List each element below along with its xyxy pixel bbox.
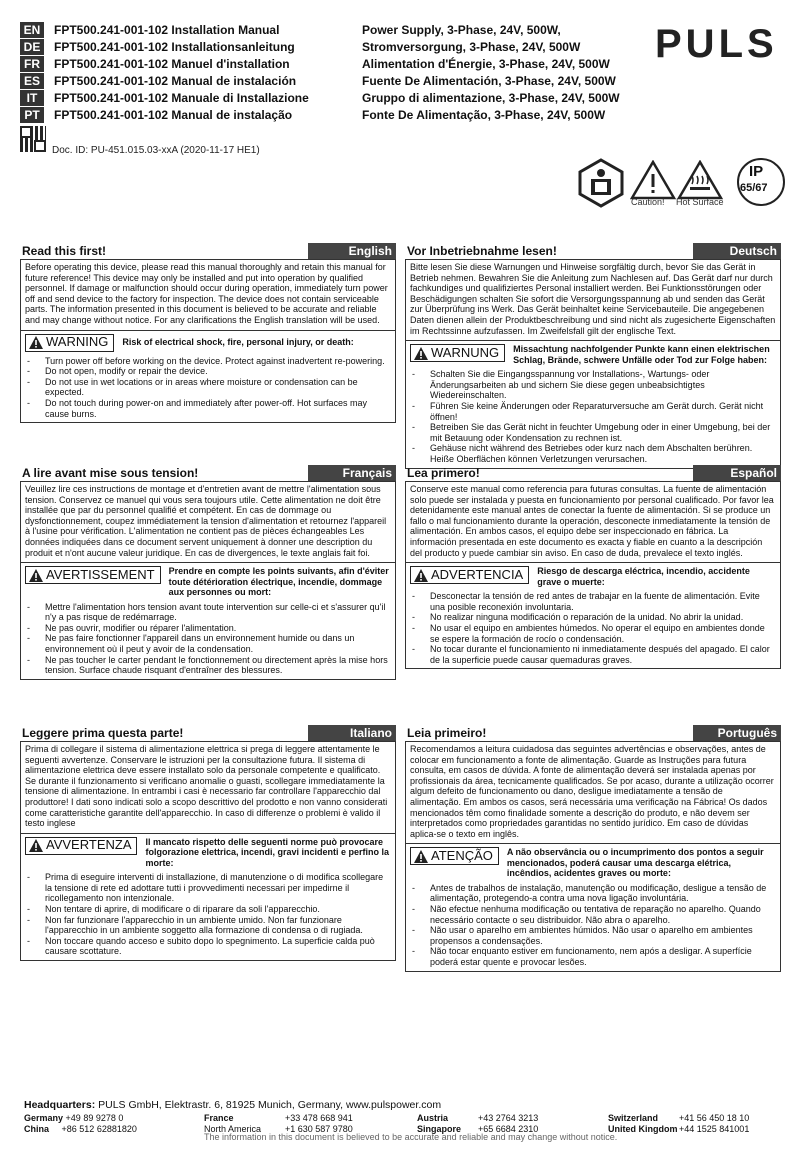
warning-triangle-icon bbox=[414, 850, 428, 863]
list-item: - Ne pas toucher le carter pendant le fonctionnement ou directement après la mise hors tension. Surface chaude risquant d'entraîner des blessures. bbox=[25, 655, 391, 676]
contact-france: France bbox=[204, 1113, 234, 1123]
list-item: - Antes de trabalhos de instalação, manutenção ou modificação, desligue a tensão de alimentação, protegendo-a contra uma nova ligação involuntária. bbox=[410, 883, 776, 904]
qr-code-icon bbox=[20, 126, 46, 152]
warning-badge: AVERTISSEMENT bbox=[25, 566, 161, 584]
section-intro: Bitte lesen Sie diese Warnungen und Hinweise sorgfältig durch, bevor Sie das Gerät in Betrieb nehmen. Bewahren Sie die Anleitung zum Nachlesen auf. Das Gerät darf nur durch fachkundiges und qualifiziertes Personal installiert werden. Bei Funktionsstörungen oder Beschädigungen schalten Sie sofort die Versorgungsspannung ab und senden das Gerät zur Überprüfung ins Werk. Das Gerät beinhaltet keine Servicebauteile. Die angegebenen Daten dienen allein der Produktbeschreibung und sind nicht als zugesicherte Eigenschaften im Rechtssinne aufzufassen. Im Zweifelsfall gilt der englische Text. bbox=[406, 260, 780, 341]
product-subtitle: Power Supply, 3-Phase, 24V, 500W, bbox=[362, 22, 561, 37]
list-item: - Do not touch during power-on and immediately after power-off. Hot surfaces may cause burns. bbox=[25, 398, 391, 419]
contact-north-america-phone: +1 630 587 9780 bbox=[285, 1124, 353, 1134]
warning-badge: ADVERTENCIA bbox=[410, 566, 529, 584]
section-language: Français bbox=[308, 465, 396, 481]
puls-logo: PULS bbox=[655, 22, 778, 66]
bullet-list bbox=[406, 591, 780, 665]
section-language: Español bbox=[693, 465, 781, 481]
language-row-de bbox=[20, 38, 581, 55]
list-item: - Gehäuse nicht während des Betriebes oder kurz nach dem Abschalten berühren. Heiße Oberflächen können Verletzungen verursachen. bbox=[410, 443, 776, 464]
section-espanol bbox=[405, 465, 781, 669]
section-title: Leggere prima questa parte! bbox=[22, 725, 184, 740]
warning-triangle-icon bbox=[414, 347, 428, 360]
list-item: - Non tentare di aprire, di modificare o di riparare da soli l'apparecchio. bbox=[25, 904, 391, 915]
list-item: - Betreiben Sie das Gerät nicht in feuchter Umgebung oder in einer Umgebung, bei der mit Betauung oder Kondensation zu rechnen ist. bbox=[410, 422, 776, 443]
section-intro: Conserve este manual como referencia para futuras consultas. La fuente de alimentación solo puede ser instalada y puesta en funcionamiento por personal cualificado. Por favor lea detenidamente este manual antes de conectar la fuente de alimentación. Si se produce un fallo o mal funcionamiento durante la operación, desconecte inmediatamente la tensión de alimentación. En ambos casos, el equipo debe ser inspeccionado en fábrica. La información presentada en este documento es exacta y fiable en cuanto a la descripción del producto y puede cambiar sin aviso. En caso de duda, prevalece el texto inglés. bbox=[406, 482, 780, 563]
hot-surface-icon bbox=[677, 160, 723, 200]
contact-switzerland: Switzerland bbox=[608, 1113, 659, 1123]
warning-triangle-icon bbox=[29, 839, 43, 852]
manual-title: FPT500.241-001-102 Manuale di Installazione bbox=[54, 90, 309, 105]
list-item: - Non toccare quando acceso e subito dopo lo spegnimento. La superficie calda può causare scottature. bbox=[25, 936, 391, 957]
section-language: Italiano bbox=[308, 725, 396, 741]
bullet-list bbox=[21, 602, 395, 676]
language-row-it bbox=[20, 89, 620, 106]
bullet-list bbox=[406, 883, 780, 968]
bullet-list bbox=[21, 356, 395, 420]
section-title: Leia primeiro! bbox=[407, 725, 487, 740]
product-subtitle: Fonte De Alimentação, 3-Phase, 24V, 500W bbox=[362, 107, 606, 122]
list-item: - Führen Sie keine Änderungen oder Reparaturversuche am Gerät durch. Gerät nicht öffnen! bbox=[410, 401, 776, 422]
warning-text: Il mancato rispetto delle seguenti norme può provocare folgorazione elettrica, incendi, gravi incidenti e perfino la morte: bbox=[145, 836, 390, 868]
language-code: DE bbox=[20, 39, 44, 55]
list-item: - No tocar durante el funcionamiento ni inmediatamente después del apagado. El calor de la superficie puede causar quemaduras graves. bbox=[410, 644, 776, 665]
list-item: - Não efectue nenhuma modificação ou tentativa de reparação no aparelho. Quando necessário contacte o seu distribuidor. Não abra o aparelho. bbox=[410, 904, 776, 925]
contact-united-kingdom-phone: +44 1525 841001 bbox=[679, 1124, 750, 1134]
headquarters bbox=[24, 1099, 441, 1111]
section-intro: Recomendamos a leitura cuidadosa das seguintes advertências e observações, antes de colocar em funcionamento a fonte de alimentação. Guarde as Instruções para futura consulta, em casos de dúvida. A fonte de alimentação deverá ser instalada apenas por profissionais da área, tecnicamente qualificados. Se por acaso, durante a utilização ocorrer algum defeito de funcionamento ou dano, desligue imediatamente a tensão de alimentação. Em ambos os casos, será necessária uma verificação na Fábrica! Os dados mencionados têm como finalidade somente a descrição do produto, e não devem ser interpretados como propriedades garantidas no sentido jurídico. Em caso de dúvidas aplica-se o texto em inglês. bbox=[406, 742, 780, 844]
caution-icon bbox=[630, 160, 676, 200]
product-subtitle: Alimentation d'Énergie, 3-Phase, 24V, 500W bbox=[362, 56, 610, 71]
warning-triangle-icon bbox=[29, 336, 43, 349]
warning-triangle-icon bbox=[29, 569, 43, 582]
warning-text: Prendre en compte les points suivants, afin d'éviter toute détérioration électrique, incendie, dommage aux personnes ou mort: bbox=[168, 566, 389, 598]
language-code: EN bbox=[20, 22, 44, 38]
contact-china: China +86 512 62881820 bbox=[24, 1124, 137, 1134]
list-item: - Schalten Sie die Eingangsspannung vor Installations-, Wartungs- oder Änderungsarbeiten ab und sichern Sie diese gegen unbeabsichtigtes Wiedereinschalten. bbox=[410, 369, 776, 401]
section-title: Lea primero! bbox=[407, 465, 480, 480]
list-item: - Desconectar la tensión de red antes de trabajar en la fuente de alimentación. Evite una posible reconexión involuntaria. bbox=[410, 591, 776, 612]
section-english bbox=[20, 243, 396, 423]
warning-badge: ATENÇÃO bbox=[410, 847, 499, 865]
warning-triangle-icon bbox=[414, 569, 428, 582]
read-manual-icon bbox=[576, 158, 626, 208]
language-code: IT bbox=[20, 90, 44, 106]
contact-austria: Austria bbox=[417, 1113, 449, 1123]
contact-singapore: Singapore bbox=[417, 1124, 462, 1134]
contact-north-america: North America bbox=[204, 1124, 262, 1134]
list-item: - Non far funzionare l'apparecchio in un ambiente umido. Non far funzionare l'apparecchio in un ambiente soggetto alla formazione di condensa o di rugiada. bbox=[25, 915, 391, 936]
list-item: - No usar el equipo en ambientes húmedos. No operar el equipo en ambientes donde se espere la formación de rocío o condensación. bbox=[410, 623, 776, 644]
warning-text: A não observância ou o incumprimento dos pontos a seguir mencionados, poderá causar uma descarga elétrica, incêndios, acidentes graves ou morte: bbox=[506, 847, 764, 879]
warning-badge: WARNUNG bbox=[410, 344, 505, 362]
list-item: - Prima di eseguire interventi di installazione, di manutenzione o di modifica scollegare la tensione di rete ed adottare tutti i provvedimenti necessari per impedirne il ricollegamento non intenzionale. bbox=[25, 872, 391, 904]
section-title: A lire avant mise sous tension! bbox=[22, 465, 199, 480]
section-language: English bbox=[308, 243, 396, 259]
manual-title: FPT500.241-001-102 Installationsanleitung bbox=[54, 39, 295, 54]
section-intro: Prima di collegare il sistema di alimentazione elettrica si prega di leggere attentamente le seguenti avvertenze. Conservare le istruzioni per la consultazione futura. Il sistema di alimentazione elettrica deve essere installato solo da personale competente e qualificato. Se durante il funzionamento si verificano anomalie o guasti, scollegare immediatamente la tensione di alimentazione. In entrambi i casi è necessario far controllare l'apparecchio dal produttore! I dati sono indicati solo a scopo descrittivo del prodotto e non vanno considerati come caratteristiche garantite dell'apparecchio. In caso di differenze o problemi è valido il testo inglese bbox=[21, 742, 395, 834]
section-language: Português bbox=[693, 725, 781, 741]
list-item: - Turn power off before working on the device. Protect against inadvertent re-powering. bbox=[25, 356, 391, 367]
section-italiano bbox=[20, 725, 396, 961]
contact-austria-phone: +43 2764 3213 bbox=[478, 1113, 539, 1123]
hq-address: PULS GmbH, Elektrastr. 6, 81925 Munich, Germany, www.pulspower.com bbox=[98, 1099, 442, 1111]
list-item: - Ne pas ouvrir, modifier ou réparer l'alimentation. bbox=[25, 623, 391, 634]
language-code: ES bbox=[20, 73, 44, 89]
contact-united-kingdom: United Kingdom bbox=[608, 1124, 678, 1134]
contact-singapore-phone: +65 6684 2310 bbox=[478, 1124, 539, 1134]
section-title: Vor Inbetriebnahme lesen! bbox=[407, 243, 557, 258]
list-item: - No realizar ninguna modificación o reparación de la unidad. No abrir la unidad. bbox=[410, 612, 776, 623]
product-subtitle: Fuente De Alimentación, 3-Phase, 24V, 500W bbox=[362, 73, 616, 88]
ip-rating: 65/67 bbox=[740, 182, 768, 194]
language-row-es bbox=[20, 72, 616, 89]
section-deutsch bbox=[405, 243, 781, 469]
warning-text: Riesgo de descarga eléctrica, incendio, accidente grave o muerte: bbox=[537, 566, 750, 587]
manual-title: FPT500.241-001-102 Installation Manual bbox=[54, 22, 280, 37]
bullet-list bbox=[21, 872, 395, 957]
list-item: - Ne pas faire fonctionner l'appareil dans un environnement humide ou dans un environnement où il peut y avoir de la condensation. bbox=[25, 633, 391, 654]
footer-disclaimer: The information in this document is believed to be accurate and reliable and may change without notice. bbox=[204, 1132, 618, 1142]
list-item: - Do not open, modify or repair the device. bbox=[25, 366, 391, 377]
list-item: - Não tocar enquanto estiver em funcionamento, nem após a desligar. A superfície poderá estar quente e provocar lesões. bbox=[410, 946, 776, 967]
language-row-en bbox=[20, 21, 561, 38]
list-item: - Mettre l'alimentation hors tension avant toute intervention sur celle-ci et s'assurer qu'il n'y a pas risque de redémarrage. bbox=[25, 602, 391, 623]
language-row-fr bbox=[20, 55, 610, 72]
language-code: PT bbox=[20, 107, 44, 123]
section-title: Read this first! bbox=[22, 243, 107, 258]
doc-id: Doc. ID: PU-451.015.03-xxA (2020-11-17 HE1) bbox=[52, 145, 260, 156]
section-intro: Veuillez lire ces instructions de montage et d'entretien avant de mettre l'alimentation sous tension. Conservez ce manuel qui vous sera toujours utile. Cette alimentation ne doit être installée que par du personnel qualifié et compétent. En cas de dommage ou dysfonctionnement, coupez immédiatement la tension d'alimentation et retournez l'appareil à l'usine pour vérification. L'alimentation ne contient pas de pièces échangeables Les données indiquées dans ce document servent uniquement à donner une description du produit et n'ont aucune valeur juridique. En cas de divergences, le texte anglais fait foi. bbox=[21, 482, 395, 563]
language-code: FR bbox=[20, 56, 44, 72]
warning-badge: AVVERTENZA bbox=[25, 837, 137, 855]
manual-title: FPT500.241-001-102 Manual de instalação bbox=[54, 107, 293, 122]
list-item: - Do not use in wet locations or in areas where moisture or condensation can be expected. bbox=[25, 377, 391, 398]
product-subtitle: Gruppo di alimentazione, 3-Phase, 24V, 500W bbox=[362, 90, 620, 105]
warning-text: Risk of electrical shock, fire, personal injury, or death: bbox=[122, 336, 354, 347]
list-item: - Não usar o aparelho em ambientes húmidos. Não usar o aparelho em ambientes propensos a condensações. bbox=[410, 925, 776, 946]
bullet-list bbox=[406, 369, 780, 464]
language-row-pt bbox=[20, 106, 606, 123]
section-francais bbox=[20, 465, 396, 680]
warning-badge: WARNING bbox=[25, 334, 114, 352]
hot-surface-label: Hot Surface bbox=[676, 197, 724, 207]
section-portugues bbox=[405, 725, 781, 972]
contact-switzerland-phone: +41 56 450 18 10 bbox=[679, 1113, 750, 1123]
product-subtitle: Stromversorgung, 3-Phase, 24V, 500W bbox=[362, 39, 581, 54]
warning-text: Missachtung nachfolgender Punkte kann einen elektrischen Schlag, Brände, schwere Unfälle oder Tod zur Folge haben: bbox=[513, 344, 770, 365]
manual-title: FPT500.241-001-102 Manual de instalación bbox=[54, 73, 297, 88]
manual-title: FPT500.241-001-102 Manuel d'installation bbox=[54, 56, 290, 71]
ip-label: IP bbox=[749, 163, 764, 180]
contact-germany: Germany +49 89 9278 0 bbox=[24, 1113, 124, 1123]
caution-label: Caution! bbox=[631, 197, 665, 207]
contact-france-phone: +33 478 668 941 bbox=[285, 1113, 353, 1123]
hq-label: Headquarters: bbox=[24, 1099, 96, 1111]
section-language: Deutsch bbox=[693, 243, 781, 259]
section-intro: Before operating this device, please read this manual thoroughly and retain this manual for future reference! This device may only be installed and put into operation by qualified personnel. If damage or malfunction should occur during operation, immediately turn power off and send device to the factory for inspection. The device does not contain serviceable parts. The information presented in this document is believed to be accurate and reliable and may change without notice. For any clarifications the English translation will be used. bbox=[21, 260, 395, 331]
